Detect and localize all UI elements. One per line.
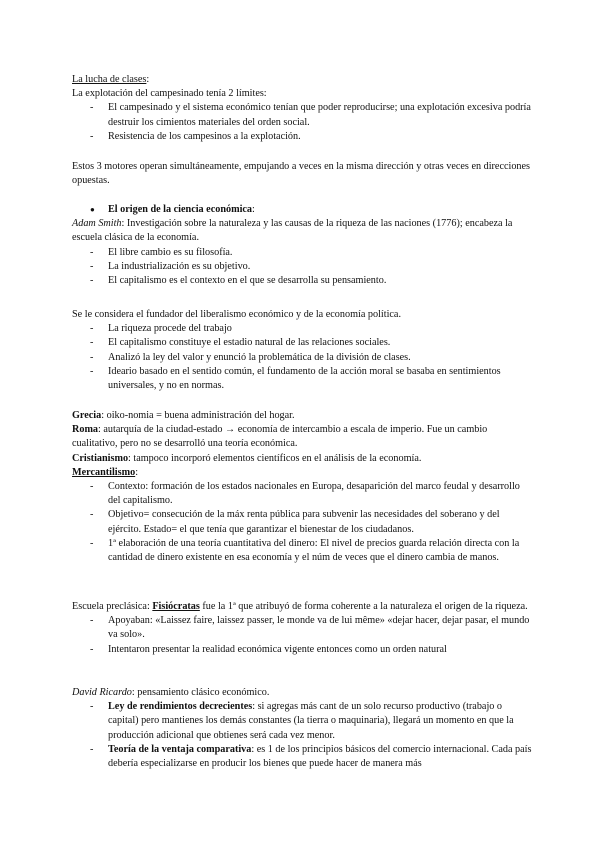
list-item: - Contexto: formación de los estados nacionales en Europa, desaparición del marco feudal y desarrollo del capitalismo. [72, 480, 532, 508]
list-item: - 1ª elaboración de una teoría cuantitativa del dinero: El nivel de precios guarda relación directa con la cantidad de dinero existente en esa economía y el núm de veces que el dinero cambia de manos. [72, 537, 532, 565]
paragraph: Adam Smith: Investigación sobre la naturaleza y las causas de la riqueza de las naciones (1776); encabeza la escuela clásica de la economía. [72, 218, 513, 244]
list-item: - Analizó la ley del valor y enunció la problemática de la división de clases. [72, 351, 532, 365]
list-item: - El capitalismo es el contexto en el que se desarrolla su pensamiento. [72, 274, 532, 288]
section-historia [72, 409, 532, 565]
section-origen-ciencia [72, 203, 532, 288]
list-item: - El campesinado y el sistema económico tenían que poder reproducirse; una explotación excesiva podría destruir los cimientos materiales del orden social. [72, 101, 532, 129]
bullet-heading: ● El origen de la ciencia económica: [72, 203, 532, 217]
section-motores [72, 160, 532, 188]
section-liberalismo [72, 308, 532, 393]
list-item: - La industrialización es su objetivo. [72, 260, 532, 274]
paragraph: Estos 3 motores operan simultáneamente, empujando a veces en la misma dirección y otras veces en direcciones opuestas. [72, 161, 530, 187]
paragraph: David Ricardo: pensamiento clásico económico. [72, 687, 270, 698]
list-item: - Apoyaban: «Laissez faire, laissez passer, le monde va de lui même» «dejar hacer, dejar pasar, el mundo va solo». [72, 614, 532, 642]
list-item: - Intentaron presentar la realidad económica vigente entonces como un orden natural [72, 643, 532, 657]
paragraph: Roma: autarquía de la ciudad-estado → economía de intercambio a escala de imperio. Fue un cambio cualitativo, pero no se desarrolló una teoría económica. [72, 424, 488, 450]
list-item: - Teoría de la ventaja comparativa: es 1 de los principios básicos del comercio internacional. Cada país debería especializarse en producir los bienes que puede hacer de manera más [72, 743, 532, 771]
paragraph: La explotación del campesinado tenía 2 límites: [72, 88, 267, 100]
dash-list [72, 480, 532, 565]
dash-list [72, 322, 532, 393]
paragraph: Mercantilismo: [72, 466, 139, 478]
paragraph: Escuela preclásica: Fisiócratas fue la 1ª que atribuyó de forma coherente a la naturaleza el origen de la riqueza. [72, 601, 528, 612]
list-item: - La riqueza procede del trabajo [72, 322, 532, 336]
paragraph: Se le considera el fundador del liberalismo económico y de la economía política. [72, 309, 401, 320]
list-item: - Objetivo= consecución de la máx renta pública para subvenir las necesidades del soberano y del ejército. Estado= el que tenía que garantizar el bienestar de los ciudadanos. [72, 508, 532, 536]
dash-list [72, 101, 532, 144]
section-ricardo [72, 686, 532, 771]
section-heading: La lucha de clases: [72, 74, 150, 85]
list-item: - El libre cambio es su filosofía. [72, 246, 532, 260]
paragraph: Grecia: oiko-nomia = buena administración del hogar. [72, 410, 295, 421]
section-fisiocratas [72, 600, 532, 657]
bullet-icon: ● [90, 205, 95, 214]
list-item: - Resistencia de los campesinos a la explotación. [72, 130, 532, 144]
list-item: - Ideario basado en el sentido común, el fundamento de la acción moral se basaba en sentimientos universales, y no en normas. [72, 365, 532, 393]
dash-list [72, 246, 532, 289]
list-item: - El capitalismo constituye el estadio natural de las relaciones sociales. [72, 336, 532, 350]
dash-list [72, 700, 532, 771]
list-item: - Ley de rendimientos decrecientes: si agregas más cant de un solo recurso productivo (trabajo o capital) pero mantienes los demás constantes (la tierra o maquinaria), llegará un momento en que la producción adicional que obtienes será cada vez menor. [72, 700, 532, 743]
section-lucha-de-clases [72, 73, 532, 144]
paragraph: Cristianismo: tampoco incorporó elementos científicos en el análisis de la economía. [72, 452, 422, 464]
dash-list [72, 614, 532, 657]
